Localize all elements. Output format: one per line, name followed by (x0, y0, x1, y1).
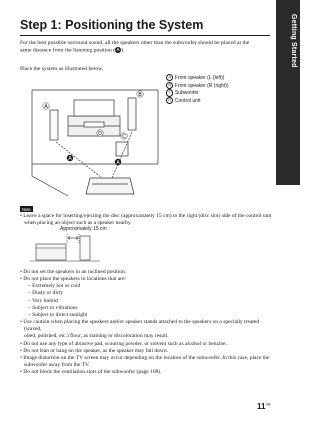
list-item: • Image distortion on the TV screen may occur depending on the location of the subwoofer. In this case, place the (20, 354, 270, 361)
speaker-side-icon (80, 236, 90, 260)
control-unit-icon (84, 122, 104, 127)
figure-label-a: A (44, 103, 48, 110)
page-number-suffix: GB (265, 402, 271, 407)
legend-text: Control unit (174, 97, 201, 104)
legend-item (166, 74, 276, 82)
intro-line-2-end: ). (121, 47, 125, 54)
room-layout-illustration (28, 84, 168, 200)
note-line-2: when placing an object such as a speaker nearby. (24, 220, 132, 227)
list-item: • Do not block the ventilation slots of the subwoofer (page 108). (20, 369, 162, 376)
page-number (257, 402, 271, 411)
list-item-cont: subwoofer away from the TV. (24, 362, 90, 369)
list-item: • Do not place the speakers in locations that are: (20, 276, 126, 283)
place-instruction: Place the system as illustrated below. (20, 66, 104, 72)
page-title: Step 1: Positioning the System (20, 18, 270, 36)
list-subitem: – Dusty or dirty (28, 290, 63, 297)
legend-item (166, 89, 276, 97)
list-subitem: – Subject to direct sunlight (28, 311, 88, 318)
approx-label: Approximately 15 cm (60, 226, 107, 232)
legend-item (166, 82, 276, 90)
front-speaker-right-icon (128, 98, 136, 130)
legend-letter: A (166, 74, 173, 81)
list-item: • Use caution when placing the speakers and/or speaker stands attached to the speakers on a specially treated (waxed, (20, 319, 260, 333)
list-item: • Do not set the speakers in an inclined position. (20, 269, 127, 275)
list-subitem: – Subject to vibrations (28, 304, 78, 311)
side-tab-label: Getting Started (290, 14, 297, 68)
distance-label-right: A (116, 159, 120, 166)
intro-line-1: For the best possible surround sound, all the speakers other than the subwoofer should be placed at the (20, 40, 250, 46)
list-subitem: – Extremely hot or cold (28, 283, 81, 290)
page-number-value: 11 (257, 402, 266, 411)
figure-legend (166, 74, 276, 105)
figure-label-b: B (138, 91, 142, 98)
figure-label-c: C (122, 133, 126, 140)
sofa-icon (86, 178, 134, 194)
distance-label-left: A (68, 155, 72, 162)
note-badge: Note (22, 206, 31, 212)
list-item-cont: oiled, polished, etc.) floor, as staining or discoloration may result. (24, 333, 169, 340)
list-item: • Do not lean or hang on the speaker, as the speaker may fall down. (20, 347, 169, 354)
legend-letter: D (166, 97, 173, 104)
disc-clearance-illustration (30, 226, 100, 266)
tv-icon (74, 100, 114, 116)
note-line-1: • Leave a space for inserting/ejecting the disc (approximately 15 cm) to the right (disc slot) side of the control unit (20, 213, 272, 219)
list-item: • Do not use any type of abrasive pad, scouring powder, or solvent such as alcohol or benzine. (20, 340, 227, 347)
left-wall (32, 90, 68, 196)
front-speaker-left-icon (50, 110, 58, 140)
list-subitem: – Very humid (28, 297, 58, 304)
subwoofer-icon (116, 142, 128, 156)
distance-badge-icon: A (116, 47, 120, 53)
intro-paragraph (20, 40, 272, 55)
distance-line-left (56, 142, 102, 178)
legend-text: Front speaker (L (left)) (174, 75, 225, 82)
legend-text: Front speaker (R (right)) (174, 82, 229, 89)
control-unit-side-icon (36, 244, 66, 260)
figure-label-d: D (98, 130, 102, 137)
caution-list (20, 269, 274, 376)
legend-letter: B (166, 82, 173, 89)
intro-line-2 (20, 47, 272, 55)
legend-item (166, 97, 276, 105)
intro-line-2-text: same distance from the listening position ( (20, 47, 116, 54)
legend-text: Subwoofer (174, 90, 199, 97)
legend-letter: C (166, 89, 173, 96)
